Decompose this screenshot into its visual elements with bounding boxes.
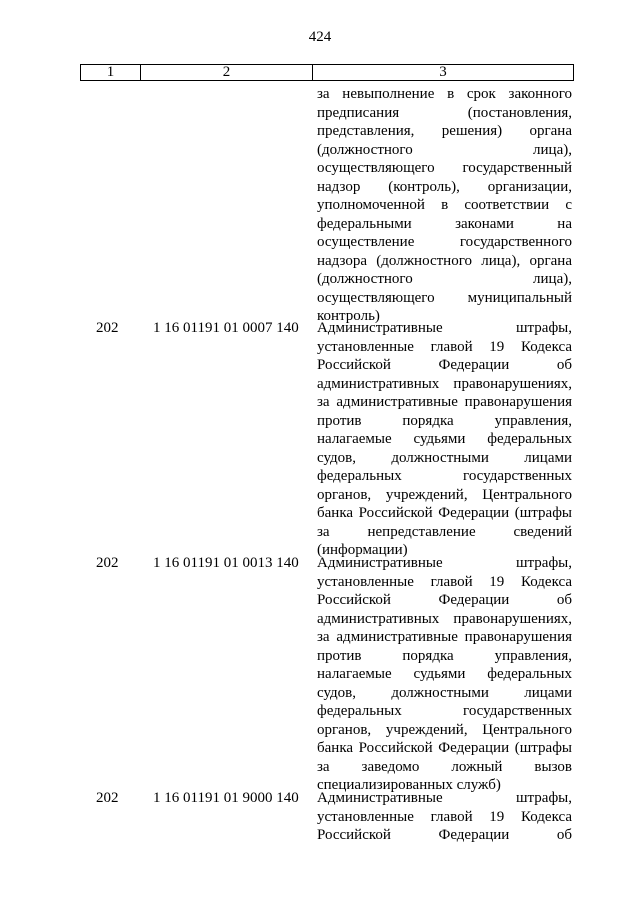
- continuation-description: [317, 85, 572, 326]
- text-line: уполномоченной в соответствии с: [317, 197, 572, 213]
- admin-code: 202: [96, 555, 119, 571]
- text-line: Российской Федерации об: [317, 827, 572, 843]
- text-line: федеральных государственных: [317, 703, 572, 719]
- text-line: судов, должностными лицами: [317, 684, 572, 701]
- text-line: органов, учреждений, Центрального: [317, 486, 572, 503]
- text-line: представления, решения) органа: [317, 123, 572, 139]
- text-line: Российской Федерации об: [317, 357, 572, 373]
- text-line: банка Российской Федерации (штрафы: [317, 505, 572, 521]
- kbk-code: 1 16 01191 01 9000 140: [153, 790, 299, 806]
- text-line: предписания (постановления,: [317, 104, 572, 121]
- text-line: специализированных служб): [317, 777, 501, 793]
- text-line: судов, должностными лицами: [317, 449, 572, 466]
- text-line: против порядка управления,: [317, 647, 572, 664]
- header-col-1: 1: [81, 65, 141, 80]
- text-line: Административные штрафы,: [317, 320, 572, 336]
- header-col-2: 2: [141, 65, 313, 80]
- kbk-code: 1 16 01191 01 0007 140: [153, 320, 299, 336]
- text-line: установленные главой 19 Кодекса: [317, 573, 572, 590]
- text-line: за административные правонарушения: [317, 629, 572, 645]
- entry-description: [317, 554, 572, 795]
- text-line: Административные штрафы,: [317, 790, 572, 806]
- entry-description: [317, 789, 572, 845]
- text-line: за невыполнение в срок законного: [317, 86, 572, 102]
- text-line: осуществляющего государственный: [317, 160, 572, 176]
- text-line: федеральными законами на: [317, 215, 572, 232]
- text-line: надзор (контроль), организации,: [317, 178, 572, 195]
- admin-code: 202: [96, 320, 119, 336]
- text-line: Административные штрафы,: [317, 555, 572, 571]
- text-line: административных правонарушениях,: [317, 375, 572, 392]
- kbk-code: 1 16 01191 01 0013 140: [153, 555, 299, 571]
- text-line: за заведомо ложный вызов: [317, 758, 572, 775]
- table-header: [80, 64, 574, 81]
- text-line: надзора (должностного лица), органа: [317, 252, 572, 269]
- text-line: органов, учреждений, Центрального: [317, 721, 572, 738]
- text-line: налагаемые судьями федеральных: [317, 431, 572, 447]
- text-line: осуществляющего муниципальный: [317, 289, 572, 306]
- text-line: федеральных государственных: [317, 468, 572, 484]
- text-line: (должностного лица),: [317, 141, 572, 158]
- text-line: осуществление государственного: [317, 234, 572, 250]
- text-line: контроль): [317, 308, 380, 324]
- page-number: 424: [308, 29, 332, 45]
- text-line: против порядка управления,: [317, 412, 572, 429]
- text-line: банка Российской Федерации (штрафы: [317, 740, 572, 756]
- text-line: установленные главой 19 Кодекса: [317, 808, 572, 825]
- text-line: (информации): [317, 542, 408, 558]
- text-line: налагаемые судьями федеральных: [317, 666, 572, 682]
- admin-code: 202: [96, 790, 119, 806]
- text-line: установленные главой 19 Кодекса: [317, 338, 572, 355]
- text-line: за административные правонарушения: [317, 394, 572, 410]
- header-col-3: 3: [439, 64, 447, 80]
- text-line: за непредставление сведений: [317, 523, 572, 540]
- text-line: (должностного лица),: [317, 271, 572, 287]
- text-line: Российской Федерации об: [317, 592, 572, 608]
- entry-description: [317, 319, 572, 560]
- text-line: административных правонарушениях,: [317, 610, 572, 627]
